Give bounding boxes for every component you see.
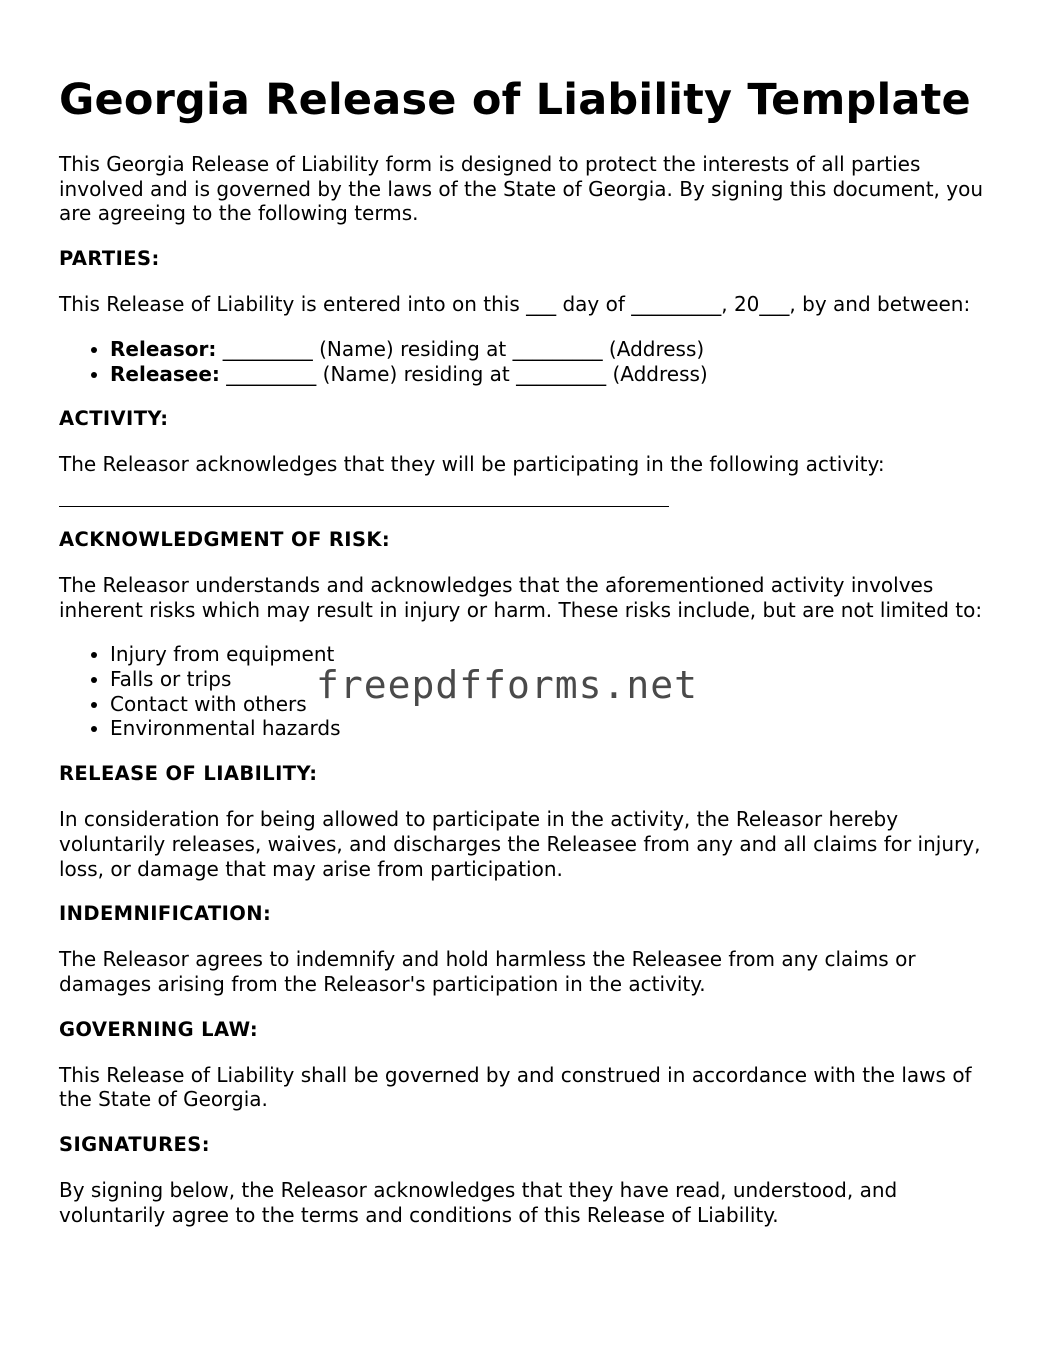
party-label: Releasee: <box>110 361 220 386</box>
list-item: • Contact with others <box>110 692 1009 717</box>
activity-heading: ACTIVITY: <box>59 407 169 431</box>
party-details: _________ (Name) residing at _________ (Address) <box>216 336 705 361</box>
release-text: In consideration for being allowed to participate in the activity, the Releasor hereby voluntarily releases, waives, and discharges the Releasee from any and all claims for injury, loss, or damage that may arise from participation. <box>59 807 981 881</box>
activity-text: The Releasor acknowledges that they will be participating in the following activity: <box>59 452 885 477</box>
signatures-text: By signing below, the Releasor acknowledges that they have read, understood, and voluntarily agree to the terms and conditions of this Release of Liability. <box>59 1178 898 1227</box>
intro-paragraph: This Georgia Release of Liability form is designed to protect the interests of all parties involved and is governed by the laws of the State of Georgia. By signing this document, you are agreeing to the following terms. <box>59 152 984 226</box>
risk-text: The Releasor understands and acknowledges that the aforementioned activity involves inherent risks which may result in injury or harm. These risks include, but are not limited to: <box>59 572 983 622</box>
parties-heading: PARTIES: <box>59 247 160 271</box>
list-item: • Environmental hazards <box>110 716 1009 741</box>
list-item: • Falls or trips <box>110 667 1009 692</box>
parties-text: This Release of Liability is entered into on this ___ day of _________, 20___, by and between: <box>59 292 971 317</box>
party-details: _________ (Name) residing at _________ (Address) <box>219 361 708 386</box>
document-page <box>59 74 1009 1227</box>
list-item: • Injury from equipment <box>110 642 1009 667</box>
activity-blank-line[interactable] <box>59 506 669 507</box>
parties-list <box>59 337 1009 386</box>
risk-heading: ACKNOWLEDGMENT OF RISK: <box>59 527 391 551</box>
release-heading: RELEASE OF LIABILITY: <box>59 762 318 786</box>
party-item-releasor <box>110 337 1009 362</box>
party-label: Releasor: <box>110 336 217 361</box>
party-item-releasee <box>110 362 1009 387</box>
watermark: freepdfforms.net <box>316 663 699 707</box>
governing-law-text: This Release of Liability shall be governed by and construed in accordance with the laws of the State of Georgia. <box>59 1062 972 1112</box>
signatures-heading: SIGNATURES: <box>59 1133 210 1157</box>
document-title: Georgia Release of Liability Template <box>59 75 971 125</box>
indemnification-text: The Releasor agrees to indemnify and hold harmless the Releasee from any claims or damages arising from the Releasor's participation in the activity. <box>59 947 916 996</box>
governing-law-heading: GOVERNING LAW: <box>59 1017 259 1041</box>
indemnification-heading: INDEMNIFICATION: <box>59 902 272 926</box>
